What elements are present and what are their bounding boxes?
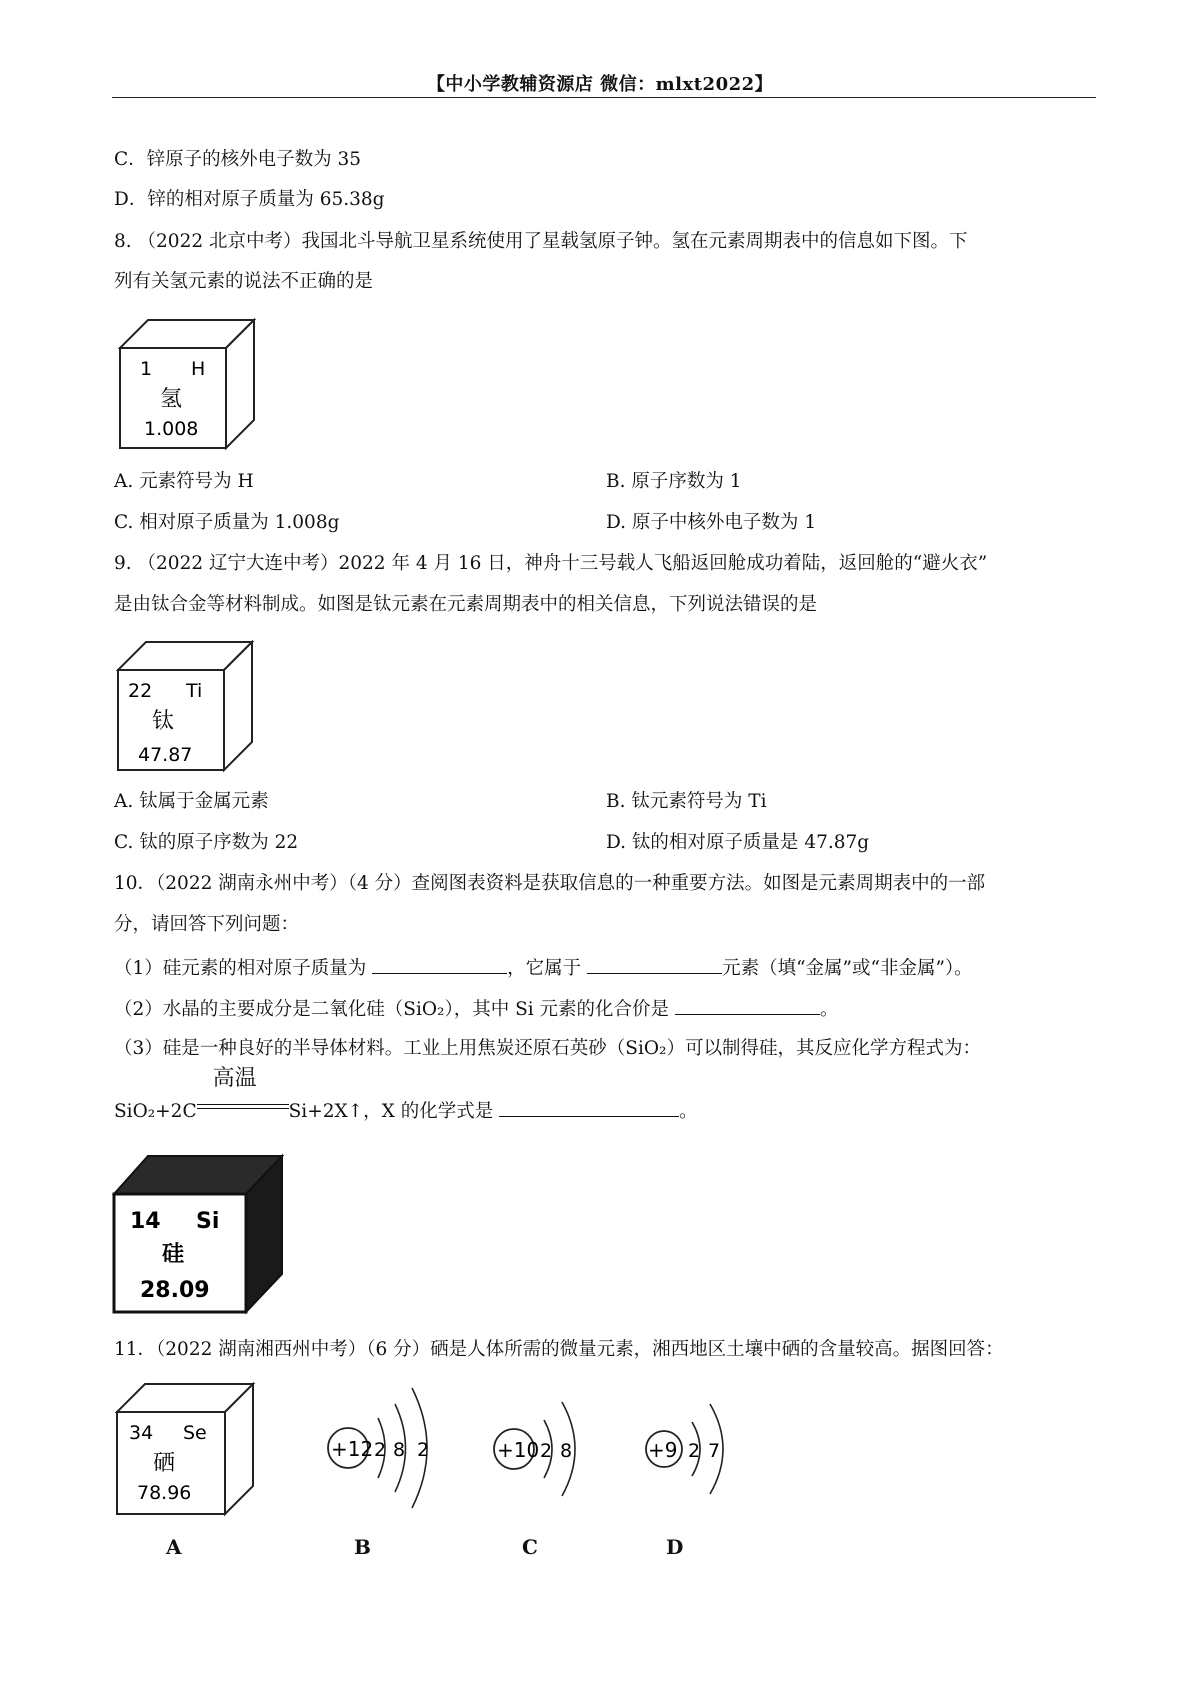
q9-stem-line1: 9. （2022 辽宁大连中考）2022 年 4 月 16 日，神舟十三号载人飞船返回舱成功着陆，返回舱的“避火衣” xyxy=(114,553,988,574)
atom-structure-d xyxy=(642,1392,742,1512)
q8-stem-line2: 列有关氢元素的说法不正确的是 xyxy=(114,271,374,292)
q10-part1 xyxy=(114,955,973,981)
q10-blank-2[interactable] xyxy=(587,955,722,974)
titanium-element-tile xyxy=(116,638,256,774)
hydrogen-atomic-number: 1 xyxy=(140,358,153,380)
atom-structure-b xyxy=(320,1380,450,1520)
equation-condition-arrow xyxy=(197,1066,289,1117)
figure-label-c: C xyxy=(522,1535,538,1559)
q10-blank-1[interactable] xyxy=(372,955,507,974)
equation-left: SiO₂+2C xyxy=(114,1101,197,1122)
atom-c-shell-2: 8 xyxy=(560,1440,573,1462)
figure-label-d: D xyxy=(666,1535,684,1559)
q10-stem-line2: 分，请回答下列问题： xyxy=(114,914,300,935)
silicon-symbol: Si xyxy=(196,1209,220,1234)
atom-b-shell-1: 2 xyxy=(374,1439,387,1461)
atom-d-nucleus: +9 xyxy=(648,1438,678,1462)
q10-part2-text-b: 。 xyxy=(819,999,839,1020)
equation-end: 。 xyxy=(679,1101,698,1122)
q11-stem: 11．（2022 湖南湘西州中考）（6 分）硒是人体所需的微量元素，湘西地区土壤中硒的含量较高。据图回答： xyxy=(114,1339,1004,1360)
silicon-mass: 28.09 xyxy=(140,1278,210,1303)
q9-stem-line2: 是由钛合金等材料制成。如图是钛元素在元素周期表中的相关信息，下列说法错误的是 xyxy=(114,594,818,615)
equation-right: Si+2X↑，X 的化学式是 xyxy=(288,1101,494,1122)
q10-equation-line xyxy=(114,1066,698,1124)
q8-option-b: B. 原子序数为 1 xyxy=(606,471,742,492)
hydrogen-element-tile xyxy=(118,316,258,452)
equation-condition: 高温 xyxy=(212,1066,257,1091)
hydrogen-mass: 1.008 xyxy=(144,418,199,440)
selenium-element-tile xyxy=(115,1380,257,1518)
q10-part2 xyxy=(114,996,838,1022)
q9-option-a: A. 钛属于金属元素 xyxy=(114,791,269,812)
header-divider xyxy=(112,97,1096,98)
q10-blank-3[interactable] xyxy=(675,996,820,1015)
figure-label-b: B xyxy=(354,1535,371,1559)
q8-stem-line1: 8. （2022 北京中考）我国北斗导航卫星系统使用了星载氢原子钟。氢在元素周期表中的信息如下图。下 xyxy=(114,231,968,252)
silicon-element-tile xyxy=(112,1152,284,1316)
page-header: 【中小学教辅资源店 微信：mlxt2022】 xyxy=(426,74,774,95)
titanium-mass: 47.87 xyxy=(138,744,193,766)
atom-c-nucleus: +10 xyxy=(497,1438,540,1462)
q8-option-d: D. 原子中核外电子数为 1 xyxy=(606,512,817,533)
q7-option-c: C．锌原子的核外电子数为 35 xyxy=(114,149,362,170)
titanium-name: 钛 xyxy=(152,709,175,734)
titanium-atomic-number: 22 xyxy=(128,680,153,702)
atom-d-shell-2: 7 xyxy=(708,1440,721,1462)
q10-part1-text-b: ，它属于 xyxy=(507,958,582,979)
q10-stem-line1: 10．（2022 湖南永州中考）（4 分）查阅图表资料是获取信息的一种重要方法。如图是元素周期表中的一部 xyxy=(114,873,986,894)
titanium-symbol: Ti xyxy=(186,680,203,702)
q8-option-c: C. 相对原子质量为 1.008g xyxy=(114,512,340,533)
silicon-atomic-number: 14 xyxy=(130,1209,161,1234)
atom-structure-c xyxy=(488,1392,598,1512)
selenium-name: 硒 xyxy=(153,1451,176,1476)
figure-label-a: A xyxy=(166,1535,182,1559)
silicon-name: 硅 xyxy=(162,1242,185,1267)
hydrogen-symbol: H xyxy=(191,358,206,380)
q7-option-d: D．锌的相对原子质量为 65.38g xyxy=(114,189,385,210)
q10-part1-text-a: （1）硅元素的相对原子质量为 xyxy=(114,958,367,979)
atom-b-nucleus: +12 xyxy=(331,1437,374,1461)
q9-option-d: D. 钛的相对原子质量是 47.87g xyxy=(606,832,870,853)
atom-b-shell-3: 2 xyxy=(417,1439,430,1461)
atom-b-shell-2: 8 xyxy=(393,1439,406,1461)
selenium-atomic-number: 34 xyxy=(129,1422,154,1444)
q10-part1-text-c: 元素（填“金属”或“非金属”）。 xyxy=(722,958,973,979)
selenium-symbol: Se xyxy=(183,1422,207,1444)
atom-c-shell-1: 2 xyxy=(540,1440,553,1462)
q10-blank-4[interactable] xyxy=(499,1098,679,1117)
selenium-mass: 78.96 xyxy=(137,1482,192,1504)
atom-d-shell-1: 2 xyxy=(688,1440,701,1462)
q9-option-c: C. 钛的原子序数为 22 xyxy=(114,832,299,853)
q10-part3: （3）硅是一种良好的半导体材料。工业上用焦炭还原石英砂（SiO₂）可以制得硅，其反应化学方程式为： xyxy=(114,1038,981,1059)
q9-option-b: B. 钛元素符号为 Ti xyxy=(606,791,767,812)
hydrogen-name: 氢 xyxy=(160,387,183,412)
q10-part2-text-a: （2）水晶的主要成分是二氧化硅（SiO₂），其中 Si 元素的化合价是 xyxy=(114,999,670,1020)
q8-option-a: A. 元素符号为 H xyxy=(114,471,254,492)
